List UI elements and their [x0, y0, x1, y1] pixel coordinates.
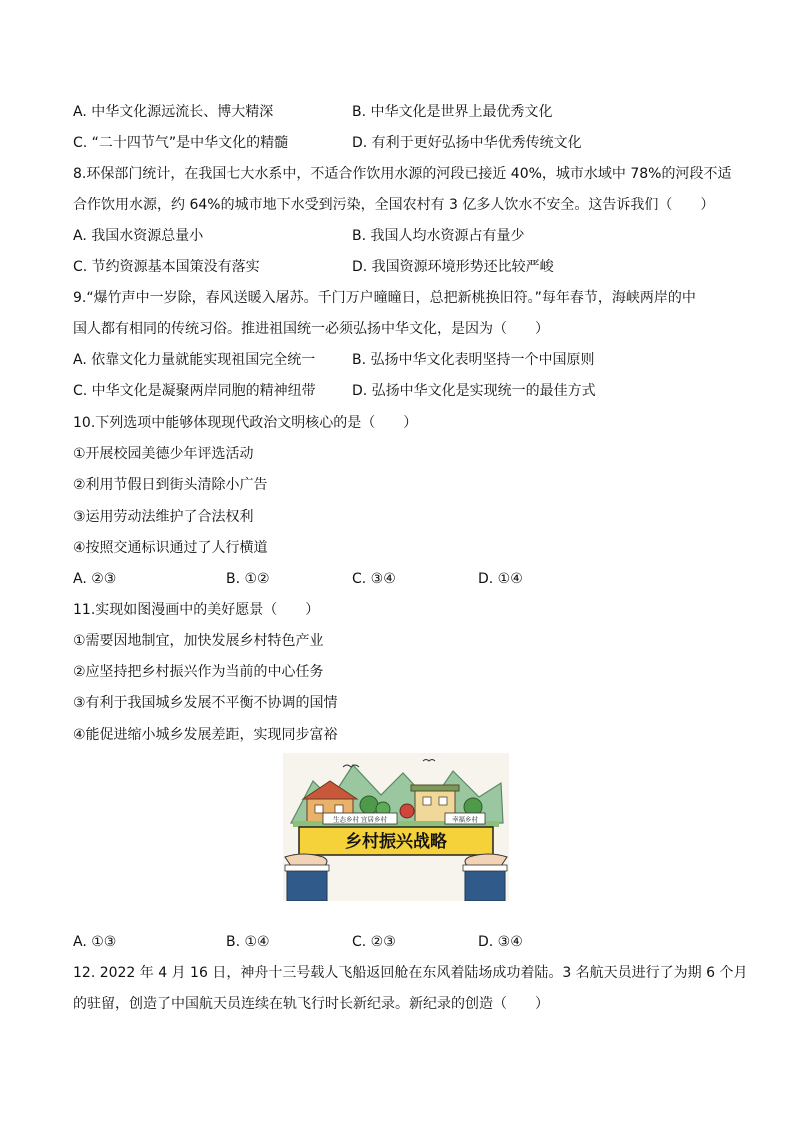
q10-item-2: ②利用节假日到街头清除小广告	[73, 477, 268, 493]
q9-stem-line2: 国人都有相同的传统习俗。推进祖国统一必须弘扬中华文化，是因为（ ）	[73, 321, 549, 337]
q11-option-a: A. ①③	[73, 934, 117, 950]
q10-item-1: ①开展校园美德少年评选活动	[73, 446, 254, 462]
left-sleeve	[287, 867, 327, 901]
q10-stem: 10.下列选项中能够体现现代政治文明核心的是（ ）	[73, 415, 418, 431]
q11-item-3: ③有利于我国城乡发展不平衡不协调的国情	[73, 695, 338, 711]
left-cuff	[285, 865, 329, 871]
q10-option-d: D. ①④	[478, 571, 523, 587]
right-cuff	[463, 865, 507, 871]
window	[315, 805, 323, 813]
q11-option-b: B. ①④	[226, 934, 270, 950]
q10-item-3: ③运用劳动法维护了合法权利	[73, 509, 254, 525]
q8-stem-line2: 合作饮用水源，约 64%的城市地下水受到污染，全国农村有 3 亿多人饮水不安全。这告诉我们（ ）	[73, 197, 715, 213]
q11-item-1: ①需要因地制宜，加快发展乡村特色产业	[73, 633, 324, 649]
cartoon-svg	[283, 753, 509, 901]
q7-option-c: C. “二十四节气”是中华文化的精髓	[73, 135, 289, 151]
q7-option-b: B. 中华文化是世界上最优秀文化	[352, 104, 553, 120]
sign-left-text: 生态乡村 宜居乡村	[332, 815, 388, 824]
window	[423, 797, 431, 805]
right-sleeve	[465, 867, 505, 901]
q8-option-d: D. 我国资源环境形势还比较严峻	[352, 259, 554, 275]
house-right-roof	[411, 785, 459, 791]
q9-option-c: C. 中华文化是凝聚两岸同胞的精神纽带	[73, 383, 316, 399]
q9-option-a: A. 依靠文化力量就能实现祖国完全统一	[73, 352, 316, 368]
q7-option-a: A. 中华文化源远流长、博大精深	[73, 104, 274, 120]
window	[335, 805, 343, 813]
q12-stem-line1: 12. 2022 年 4 月 16 日，神舟十三号载人飞船返回舱在东风着陆场成功着陆。3 名航天员进行了为期 6 个月	[73, 965, 748, 981]
q8-option-b: B. 我国人均水资源占有量少	[352, 228, 525, 244]
q10-option-c: C. ③④	[352, 571, 396, 587]
q8-option-a: A. 我国水资源总量小	[73, 228, 204, 244]
q8-option-c: C. 节约资源基本国策没有落实	[73, 259, 260, 275]
fruit-tree	[400, 804, 414, 818]
window	[439, 797, 447, 805]
q11-item-4: ④能促进缩小城乡发展差距，实现同步富裕	[73, 727, 338, 743]
q9-option-b: B. 弘扬中华文化表明坚持一个中国原则	[352, 352, 595, 368]
q11-option-c: C. ②③	[352, 934, 396, 950]
q10-item-4: ④按照交通标识通过了人行横道	[73, 540, 268, 556]
q10-option-a: A. ②③	[73, 571, 117, 587]
q9-option-d: D. 弘扬中华文化是实现统一的最佳方式	[352, 383, 596, 399]
q11-stem: 11.实现如图漫画中的美好愿景（ ）	[73, 602, 320, 618]
q7-option-d: D. 有利于更好弘扬中华优秀传统文化	[352, 135, 582, 151]
rural-revitalization-cartoon	[283, 753, 509, 901]
q11-item-2: ②应坚持把乡村振兴作为当前的中心任务	[73, 664, 324, 680]
q10-option-b: B. ①②	[226, 571, 270, 587]
sign-right-text: 幸福乡村	[452, 815, 478, 824]
tree	[360, 796, 378, 814]
q9-stem-line1: 9.“爆竹声中一岁除，春风送暖入屠苏。千门万户曈曈日，总把新桃换旧符。”每年春节，海峡两岸的中	[73, 290, 696, 306]
q11-option-d: D. ③④	[478, 934, 523, 950]
q12-stem-line2: 的驻留，创造了中国航天员连续在轨飞行时长新纪录。新纪录的创造（ ）	[73, 996, 549, 1012]
banner-text: 乡村振兴战略	[345, 832, 447, 852]
q8-stem-line1: 8.环保部门统计，在我国七大水系中，不适合作饮用水源的河段已接近 40%，城市水域中 78%的河段不适	[73, 166, 732, 182]
